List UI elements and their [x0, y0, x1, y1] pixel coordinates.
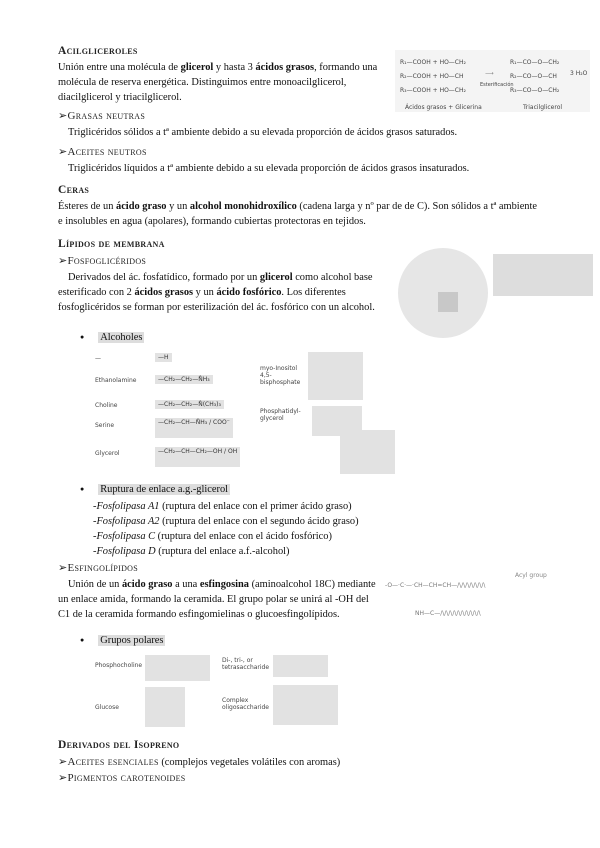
bold-term: ácidos grasos	[134, 287, 194, 298]
alcohol-formula: —CH₂—CH—CH₂—OH / OH	[155, 447, 240, 467]
oligosaccharide-structure	[273, 685, 338, 725]
enzyme-desc: (ruptura del enlace con el ácido fosfórico)	[155, 531, 332, 542]
polar-group-name: Phosphocholine	[95, 662, 143, 669]
inositol-structure	[308, 352, 363, 400]
text: (aminoalcohol 18C) mediante un enlace amida, formando la ceramida. El grupo polar se unirá al -OH del C1 de la ceramida formando esfingomielinas o glucoesfingolípidos.	[58, 579, 376, 620]
text: a una	[172, 579, 200, 590]
bold-term: alcohol monohidroxílico	[189, 201, 297, 212]
bullet-ruptura	[80, 484, 230, 495]
aceites-esenciales-line	[58, 755, 340, 770]
disaccharide-structure	[273, 655, 328, 677]
aceites-esenciales-heading: ➢Aceites esenciales	[58, 756, 159, 768]
list-item	[93, 514, 359, 529]
heading-pigmentos-carotenoides: ➢Pigmentos carotenoides	[58, 772, 186, 784]
alcohol-formula: —CH₂—CH₂—N̊(CH₃)₃	[155, 400, 224, 409]
bold-term: glicerol	[180, 62, 214, 73]
arrow-icon: ⟶	[485, 70, 494, 77]
text: . Los diferentes fosfoglicéridos se forman por esterilización del ác. fosfórico con un alcohol.	[58, 287, 375, 313]
alcohol-name: Serine	[95, 422, 115, 429]
text: Unión entre una molécula de	[58, 62, 181, 73]
heading-fosfogliceridos: ➢Fosfoglicéridos	[58, 255, 147, 267]
glucose-structure	[145, 687, 185, 727]
triglyceride-figure	[395, 50, 590, 112]
reactants-label: Ácidos grasos + Glicerina	[405, 104, 482, 111]
text: , formando una molécula de reserva energética. Distinguimos entre monoacilglicerol, diacilglicerol y triacilglicerol.	[58, 62, 378, 103]
alcohol-formula: —CH₂—CH—N̊H₃ / COO⁻	[155, 418, 233, 438]
grasas-neutras-text: Triglicéridos sólidos a tª ambiente debido a su elevada proporción de ácidos grasos saturados.	[68, 127, 458, 138]
acyl-chain: NH—C—/\/\/\/\/\/\/\/\/\/\	[385, 610, 481, 617]
text: como alcohol base esterificado con 2	[58, 272, 373, 298]
text: (cadena larga y nº par de de C). Son sólidos a tª ambiente e insolubles en agua (apolares), formando cubiertas protectoras en tejidos.	[58, 201, 538, 227]
alcohol-name: Ethanolamine	[95, 377, 137, 384]
phosphocholine-structure	[145, 655, 210, 681]
acilgliceroles-paragraph	[58, 60, 393, 105]
arrow-label: Esterificación	[480, 82, 514, 88]
enzyme-name: -Fosfolipasa C	[93, 531, 156, 542]
polar-group-name: Di-, tri-, or tetrasaccharide	[222, 657, 270, 671]
grupos-polares-label: Grupos polares	[100, 635, 164, 646]
enzyme-name: -Fosfolipasa A1	[93, 501, 160, 512]
pg-structure-tail	[340, 430, 395, 474]
text: y un	[193, 287, 217, 298]
alcoholes-label: Alcoholes	[100, 332, 143, 343]
ceras-paragraph	[58, 199, 538, 229]
sphingolipid-figure	[385, 570, 590, 635]
phosphatidylglycerol-label: Phosphatidyl-glycerol	[260, 408, 301, 422]
ruptura-label: Ruptura de enlace a.g.-glicerol	[100, 484, 229, 495]
alcohol-formula: —CH₂—CH₂—N̊H₃	[155, 375, 213, 384]
bold-term: ácido fosfórico	[216, 287, 282, 298]
bullet-alcoholes	[80, 332, 144, 343]
alcohol-formula: —H	[155, 353, 172, 362]
heading-esfingolipidos: ➢Esfingolípidos	[58, 562, 138, 574]
product-label: Triacilglicerol	[523, 104, 563, 111]
fatty-acid-chain-box	[493, 254, 593, 296]
bold-term: esfingosina	[199, 579, 249, 590]
aceites-neutros-text: Triglicéridos líquidos a tª ambiente debido a su elevada proporción de ácidos grasos insaturados.	[68, 163, 470, 174]
enzyme-desc: (ruptura del enlace con el primer ácido graso)	[159, 501, 352, 512]
polar-group-name: Glucose	[95, 704, 119, 711]
text: Derivados del ác. fosfatídico, formado por un	[68, 272, 260, 283]
alcohols-figure	[90, 350, 420, 475]
text: y hasta 3	[213, 62, 256, 73]
list-item	[93, 529, 359, 544]
esfingolipidos-paragraph	[58, 577, 378, 622]
text: y un	[166, 201, 190, 212]
bold-term: ácidos grasos	[255, 62, 315, 73]
list-item	[93, 544, 359, 559]
enzyme-desc: (ruptura del enlace con el segundo ácido graso)	[159, 516, 359, 527]
fosfogliceridos-paragraph	[58, 270, 388, 315]
fatty-acid-formulas: R₁—COOH + HO—CH₂ R₂—COOH + HO—CH R₃—COOH + HO—CH₂	[400, 59, 466, 94]
heading-acilgliceroles: Acilgliceroles	[58, 45, 138, 57]
bold-term: ácido graso	[116, 201, 167, 212]
triglyceride-formula: R₁—CO—O—CH₂ R₂—CO—O—CH R₃—CO—O—CH₂	[510, 59, 560, 94]
polar-group-name: Complex oligosaccharide	[222, 697, 269, 711]
acyl-group-label: Acyl group	[515, 572, 547, 579]
phosphate-box	[438, 292, 458, 312]
heading-derivados-isopreno: Derivados del Isopreno	[58, 739, 180, 751]
aceites-esenciales-desc: (complejos vegetales volátiles con aromas)	[158, 757, 341, 768]
polar-groups-figure	[90, 652, 300, 727]
alcohol-name: —	[95, 355, 101, 362]
sphingosine-chain: -O—·C·—·CH—CH=CH—/\/\/\/\/\/\/\	[385, 582, 486, 589]
inositol-label: myo-Inositol 4,5-bisphosphate	[260, 365, 301, 386]
text: Unión de un	[68, 579, 122, 590]
text: Ésteres de un	[58, 201, 116, 212]
alcohol-name: Glycerol	[95, 450, 120, 457]
enzyme-name: -Fosfolipasa A2	[93, 516, 160, 527]
phospholipid-figure	[398, 248, 593, 340]
heading-aceites-neutros: ➢Aceites neutros	[58, 146, 147, 158]
water-label: 3 H₂O	[570, 70, 588, 77]
enzyme-name: -Fosfolipasa D	[93, 546, 156, 557]
heading-lipidos-membrana: Lípidos de membrana	[58, 238, 165, 250]
alcohol-name: Choline	[95, 402, 118, 409]
list-item	[93, 499, 359, 514]
bullet-grupos-polares	[80, 635, 165, 646]
bold-term: glicerol	[259, 272, 293, 283]
fosfolipasas-list	[93, 499, 359, 559]
enzyme-desc: (ruptura del enlace a.f.-alcohol)	[155, 546, 290, 557]
heading-grasas-neutras: ➢Grasas neutras	[58, 110, 146, 122]
bold-term: ácido graso	[121, 579, 173, 590]
heading-ceras: Ceras	[58, 184, 90, 196]
